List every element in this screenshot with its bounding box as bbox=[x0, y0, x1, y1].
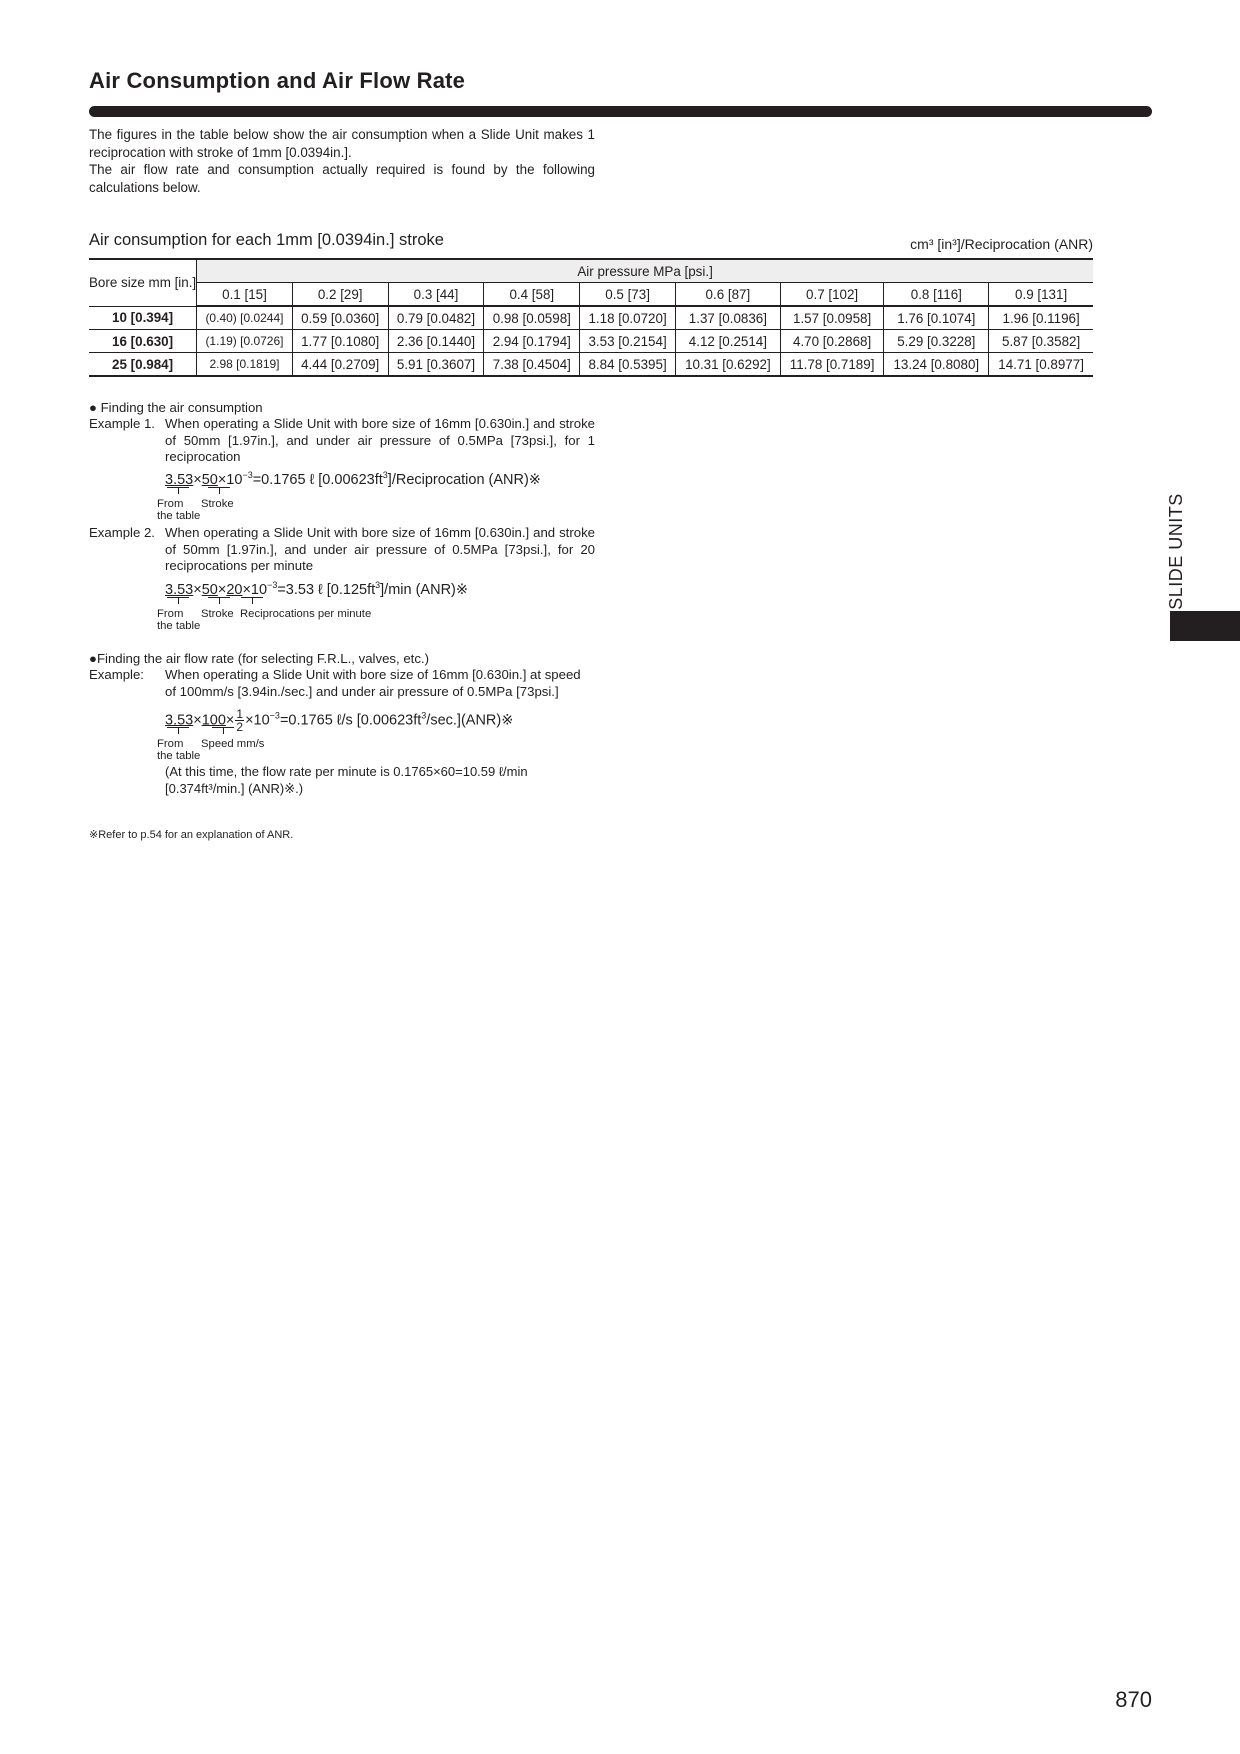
table-cell: 5.87 [0.3582] bbox=[989, 330, 1093, 353]
flow-example-text: When operating a Slide Unit with bore size of 16mm [0.630in.] at speed of 100mm/s [3.94in./sec.] and under air pressure of 0.5MPa [73psi.] bbox=[165, 667, 581, 699]
table-row bbox=[89, 353, 1093, 377]
formula-unit: ]/Reciprocation (ANR)※ bbox=[387, 472, 541, 488]
formula-speed-value: 100 bbox=[201, 712, 226, 729]
tick-marker bbox=[167, 597, 189, 605]
pressure-values-row bbox=[89, 283, 1093, 307]
flow-rate-heading: ●Finding the air flow rate (for selecting F.R.L., valves, etc.) bbox=[89, 651, 429, 666]
table-cell: 1.37 [0.0836] bbox=[675, 306, 780, 330]
times-sign: × bbox=[193, 582, 202, 598]
example-2-formula bbox=[165, 580, 468, 598]
cube-superscript: 3 bbox=[382, 470, 388, 480]
table-cell: 0.98 [0.0598] bbox=[484, 306, 580, 330]
formula-result: =3.53 ℓ [0.125ft bbox=[277, 582, 376, 598]
page-title: Air Consumption and Air Flow Rate bbox=[89, 68, 466, 93]
table-cell: 1.77 [0.1080] bbox=[292, 330, 388, 353]
table-cell: 5.29 [0.3228] bbox=[884, 330, 989, 353]
section-index-tab bbox=[1170, 611, 1240, 641]
table-cell: 7.38 [0.4504] bbox=[484, 353, 580, 377]
table-cell: 2.94 [0.1794] bbox=[484, 330, 580, 353]
flow-rate-per-minute-note-line-2: [0.374ft³/min.] (ANR)※.) bbox=[165, 781, 304, 796]
table-cell: 10.31 [0.6292] bbox=[675, 353, 780, 377]
pressure-col: 0.5 [73] bbox=[580, 283, 676, 307]
page-number: 870 bbox=[1115, 1687, 1152, 1712]
table-cell: (1.19) [0.0726] bbox=[197, 330, 293, 353]
example-1-label: Example 1. bbox=[89, 416, 155, 431]
table-cell: 2.36 [0.1440] bbox=[388, 330, 484, 353]
table-cell: (0.40) [0.0244] bbox=[197, 306, 293, 330]
tick-marker bbox=[167, 487, 189, 495]
formula-exponent: −3 bbox=[267, 580, 278, 590]
table-cell: 4.12 [0.2514] bbox=[675, 330, 780, 353]
table-cell: 4.70 [0.2868] bbox=[780, 330, 884, 353]
cube-superscript: 3 bbox=[421, 710, 427, 721]
note-the-table: the table bbox=[157, 620, 201, 632]
tick-marker bbox=[241, 597, 263, 605]
formula-exponent: −3 bbox=[242, 470, 253, 480]
pressure-col: 0.9 [131] bbox=[989, 283, 1093, 307]
table-cell: 8.84 [0.5395] bbox=[580, 353, 676, 377]
example-1-formula bbox=[165, 470, 541, 488]
section-side-label-text: SLIDE UNITS bbox=[1165, 492, 1186, 610]
air-consumption-table bbox=[89, 258, 1093, 377]
pressure-col: 0.6 [87] bbox=[675, 283, 780, 307]
tick-marker bbox=[167, 727, 189, 735]
times-sign: × bbox=[193, 472, 202, 488]
pressure-col: 0.8 [116] bbox=[884, 283, 989, 307]
table-cell: 2.98 [0.1819] bbox=[197, 353, 293, 377]
intro-text bbox=[89, 126, 595, 196]
formula-reciprocation-value: 20 bbox=[226, 582, 243, 598]
fraction-one-half bbox=[235, 708, 244, 733]
table-cell: 4.44 [0.2709] bbox=[292, 353, 388, 377]
formula-table-value: 3.53 bbox=[165, 472, 194, 488]
tick-marker bbox=[212, 727, 234, 735]
table-cell: 0.59 [0.0360] bbox=[292, 306, 388, 330]
table-cell: 0.79 [0.0482] bbox=[388, 306, 484, 330]
table-cell: 11.78 [0.7189] bbox=[780, 353, 884, 377]
note-the-table: the table bbox=[157, 510, 201, 522]
intro-paragraph-1: The figures in the table below show the air consumption when a Slide Unit makes 1 reciprocation with stroke of 1mm [0.0394in.]. bbox=[89, 127, 595, 160]
flow-rate-per-minute-note-line-1: (At this time, the flow rate per minute is 0.1765×60=10.59 ℓ/min bbox=[165, 764, 528, 779]
section-side-label bbox=[1164, 492, 1188, 610]
intro-paragraph-2: The air flow rate and consumption actually required is found by the following calculations below. bbox=[89, 162, 595, 195]
table-row bbox=[89, 330, 1093, 353]
note-reciprocations: Reciprocations per minute bbox=[240, 608, 372, 620]
anr-footnote: ※Refer to p.54 for an explanation of ANR. bbox=[89, 829, 294, 841]
formula-result: =0.1765 ℓ [0.00623ft bbox=[252, 472, 383, 488]
table-cell: 14.71 [0.8977] bbox=[989, 353, 1093, 377]
table-cell: 1.57 [0.0958] bbox=[780, 306, 884, 330]
table-cell: 1.96 [0.1196] bbox=[989, 306, 1093, 330]
pressure-col: 0.3 [44] bbox=[388, 283, 484, 307]
pressure-col: 0.1 [15] bbox=[197, 283, 293, 307]
note-from: From bbox=[157, 738, 184, 750]
formula-table-value: 3.53 bbox=[165, 712, 194, 729]
example-1-text: When operating a Slide Unit with bore size of 16mm [0.630in.] and stroke of 50mm [1.97in.], and under air pressure of 0.5MPa [73psi.], for 1 reciprocation bbox=[165, 416, 595, 464]
note-stroke: Stroke bbox=[201, 608, 234, 620]
formula-stroke-value: 50 bbox=[201, 472, 218, 488]
tick-marker bbox=[208, 487, 230, 495]
table-cell: 3.53 [0.2154] bbox=[580, 330, 676, 353]
table-title: Air consumption for each 1mm [0.0394in.] stroke bbox=[89, 231, 444, 249]
formula-unit: ]/min (ANR)※ bbox=[380, 582, 469, 598]
tick-marker bbox=[208, 597, 230, 605]
formula-table-value: 3.53 bbox=[165, 582, 194, 598]
table-header-row bbox=[89, 259, 1093, 283]
fraction-denominator: 2 bbox=[236, 720, 244, 734]
formula-factor: ×10 bbox=[217, 472, 243, 488]
note-from: From bbox=[157, 608, 184, 620]
pressure-col: 0.4 [58] bbox=[484, 283, 580, 307]
pressure-col: 0.2 [29] bbox=[292, 283, 388, 307]
formula-factor: ×10 bbox=[242, 582, 268, 598]
pressure-col: 0.7 [102] bbox=[780, 283, 884, 307]
fraction-numerator: 1 bbox=[236, 707, 244, 721]
consumption-heading: ● Finding the air consumption bbox=[89, 400, 263, 415]
note-speed: Speed mm/s bbox=[201, 738, 265, 750]
table-cell: 1.76 [0.1074] bbox=[884, 306, 989, 330]
cube-superscript: 3 bbox=[375, 580, 381, 590]
times-sign: × bbox=[193, 712, 202, 729]
table-cell: 5.91 [0.3607] bbox=[388, 353, 484, 377]
bore-size-cell: 16 [0.630] bbox=[89, 330, 197, 353]
table-cell: 13.24 [0.8080] bbox=[884, 353, 989, 377]
example-2-label: Example 2. bbox=[89, 525, 155, 540]
table-cell: 1.18 [0.0720] bbox=[580, 306, 676, 330]
note-from: From bbox=[157, 498, 184, 510]
note-the-table: the table bbox=[157, 750, 201, 762]
formula-stroke-value: 50 bbox=[201, 582, 218, 598]
formula-unit: /sec.](ANR)※ bbox=[426, 712, 514, 729]
example-2-text: When operating a Slide Unit with bore size of 16mm [0.630in.] and stroke of 50mm [1.97in.], and under air pressure of 0.5MPa [73psi.], for 20 reciprocations per minute bbox=[165, 525, 595, 573]
title-underline-bar bbox=[89, 106, 1152, 117]
flow-example-label: Example: bbox=[89, 667, 144, 682]
note-stroke: Stroke bbox=[201, 498, 234, 510]
table-unit: cm³ [in³]/Reciprocation (ANR) bbox=[910, 236, 1093, 252]
bore-size-cell: 25 [0.984] bbox=[89, 353, 197, 377]
times-sign: × bbox=[217, 582, 227, 598]
table-row bbox=[89, 306, 1093, 330]
formula-factor: ×10 bbox=[245, 712, 270, 729]
formula-result: =0.1765 ℓ/s [0.00623ft bbox=[279, 712, 422, 729]
air-pressure-header: Air pressure MPa [psi.] bbox=[197, 259, 1093, 283]
formula-exponent: −3 bbox=[269, 710, 280, 721]
times-sign: × bbox=[225, 712, 235, 729]
bore-size-cell: 10 [0.394] bbox=[89, 306, 197, 330]
bore-size-header: Bore size mm [in.] bbox=[89, 259, 197, 306]
